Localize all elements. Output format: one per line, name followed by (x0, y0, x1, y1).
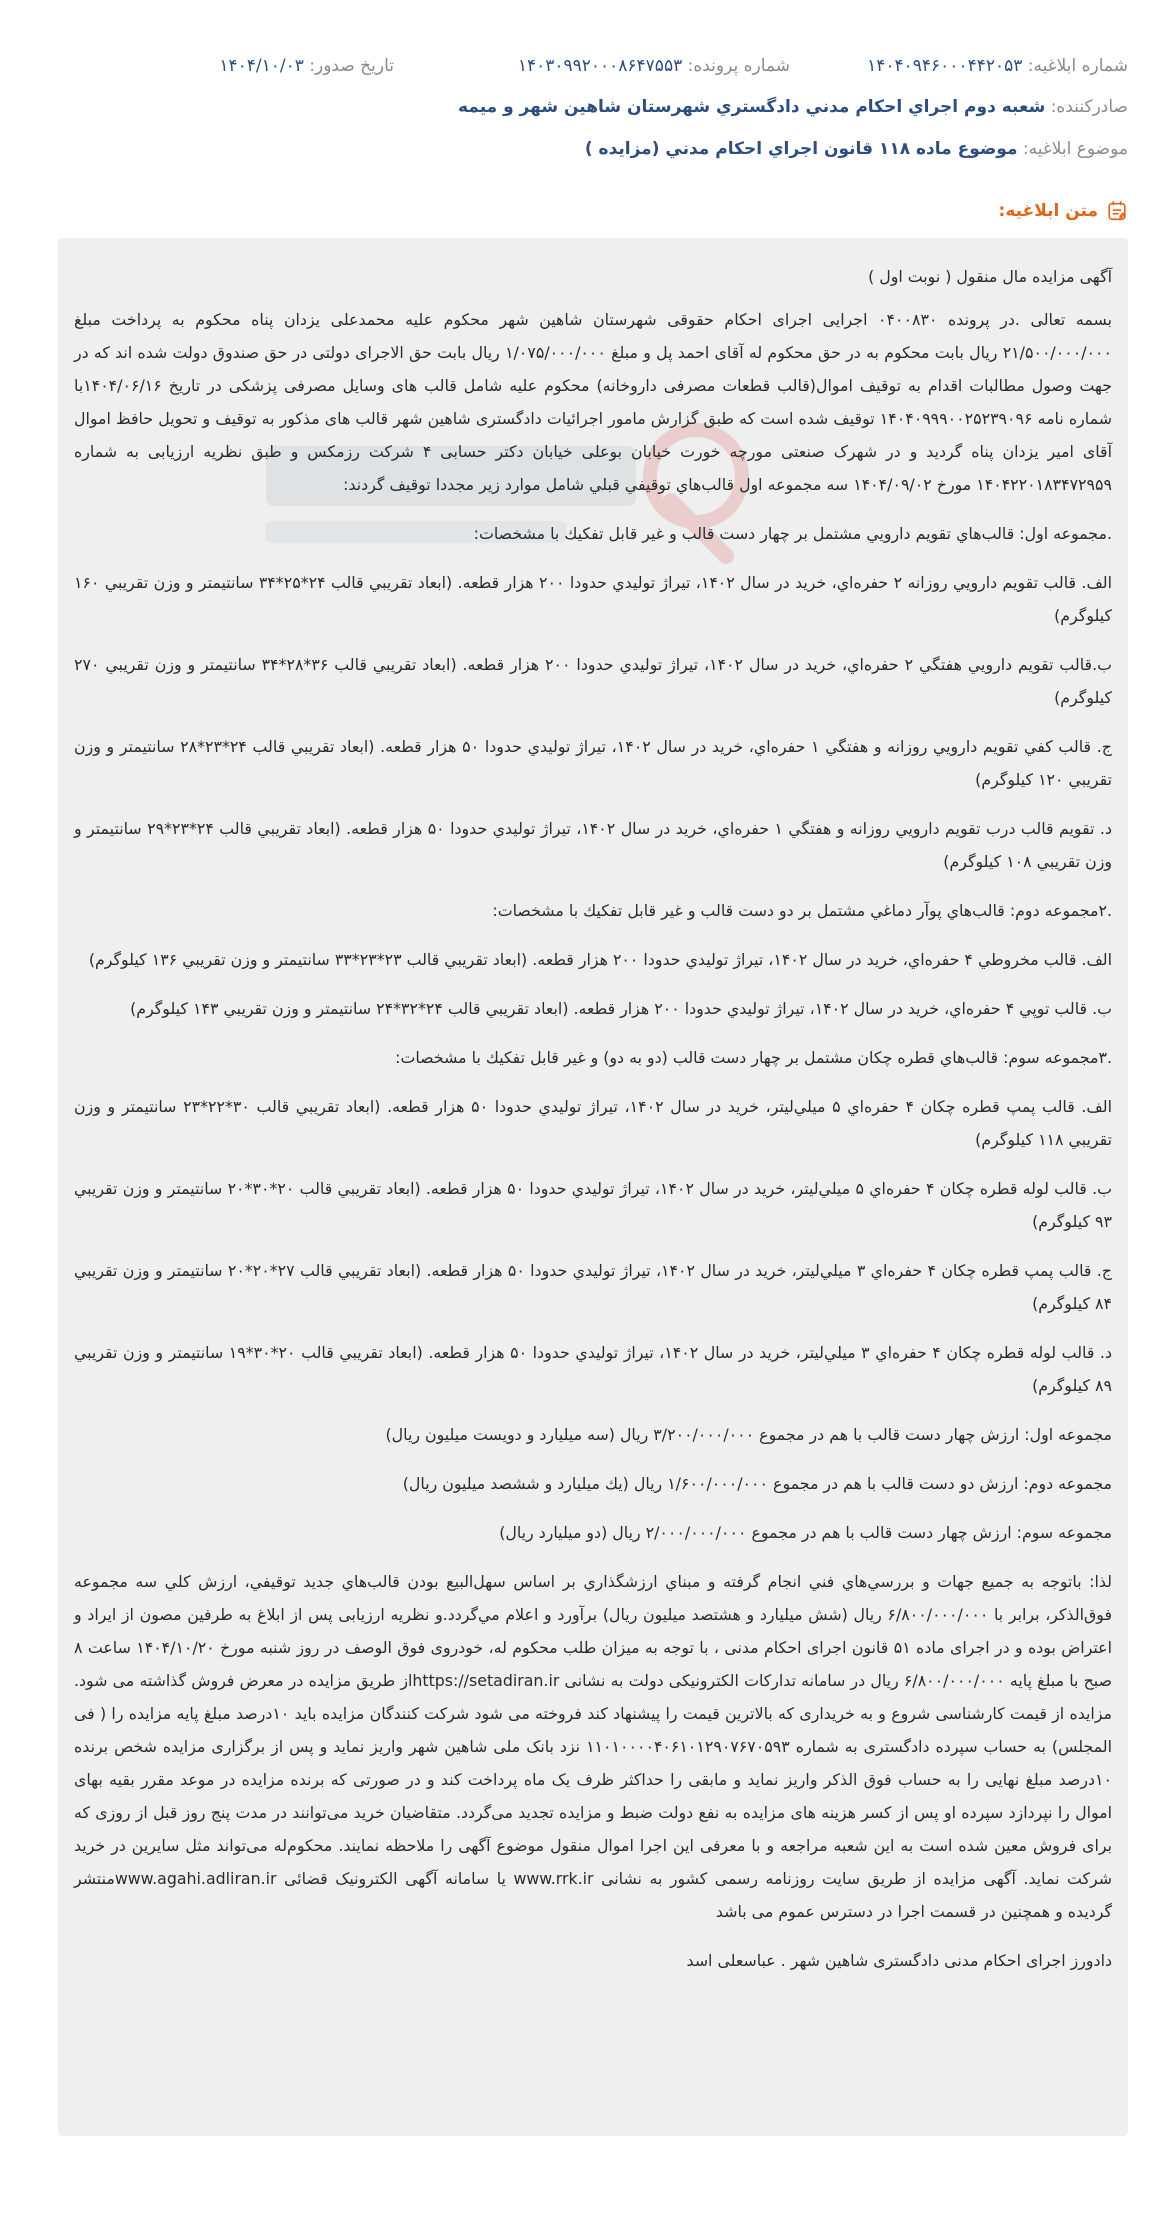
set3-value: مجموعه سوم: ارزش چهار دست قالب با هم در مجموع ۲/۰۰۰/۰۰۰/۰۰۰ ريال (دو ميليارد ريال) (499, 1523, 1112, 1542)
notice-number-value: ۱۴۰۴۰۹۴۶۰۰۰۴۴۲۰۵۳ (867, 56, 1023, 76)
subject-value: موضوع ماده ۱۱۸ قانون اجراي احكام مدني (مزايده ) (584, 139, 1018, 159)
set2-item-a: الف. قالب مخروطي ۴ حفره‌اي، خريد در سال ۱۴۰۲، تيراژ توليدي حدودا ۲۰۰ هزار قطعه. (ابعاد تقريبي قالب ۲۳*۲۳*۳۳ سانتيمتر و وزن تقريبي ۱۳۶ كيلوگرم) (88, 950, 1112, 969)
set3-item-d: د. قالب لوله قطره چكان ۴ حفره‌اي ۳ ميلي‌ليتر، خريد در سال ۱۴۰۲، تيراژ توليدي حدودا ۵۰ هزار قطعه. (ابعاد تقريبي قالب ۲۰*۳۰*۱۹ سانتيمتر و وزن تقريبي ۸۹ كيلوگرم) (74, 1343, 1112, 1395)
set2-heading: .۲مجموعه دوم: قالب‌هاي پوآر دماغي مشتمل بر دو دست قالب و غير قابل تفكيك با مشخصات: (492, 901, 1112, 920)
signature-line: دادورز اجرای احکام مدنی دادگستری شاهین شهر . عباسعلی اسد (686, 1951, 1112, 1970)
set3-item-a: الف. قالب پمپ قطره چكان ۴ حفره‌اي ۵ ميلي‌ليتر، خريد در سال ۱۴۰۲، تيراژ توليدي حدودا ۵۰ هزار قطعه. (ابعاد تقريبي قالب ۳۰*۲۲*۲۳ سانتيمتر و وزن تقريبي ۱۱۸ كيلوگرم) (74, 1097, 1112, 1149)
set3-item-c: ج. قالب پمپ قطره چكان ۴ حفره‌اي ۳ ميلي‌ليتر، خريد در سال ۱۴۰۲، تيراژ توليدي حدودا ۵۰ هزار قطعه. (ابعاد تقريبي قالب ۲۷*۲۰*۲۰ سانتيمتر و وزن تقريبي ۸۴ كيلوگرم) (74, 1261, 1112, 1313)
subject-row (46, 139, 1128, 159)
set1-item-c: ج. قالب كفي تقويم دارويي روزانه و هفتگي ۱ حفره‌اي، خريد در سال ۱۴۰۲، تيراژ توليدي حدودا ۵۰ هزار قطعه. (ابعاد تقريبي قالب ۲۴*۲۳*۲۸ سانتيمتر و وزن تقريبي ۱۲۰ كيلوگرم) (74, 737, 1112, 789)
notice-body (58, 238, 1128, 2136)
notice-paragraph-intro: بسمه تعالی .در پرونده ۰۴۰۰۸۳۰ اجرایی اجرای احکام حقوقی شهرستان شاهین شهر محکوم علیه محمدعلی یزدان پناه محکوم به پرداخت مبلغ ۲۱/۵۰۰/۰۰۰/۰۰۰ ریال بابت محکوم به در حق محکوم له آقای احمد پل و مبلغ ۱/۰۷۵/۰۰۰/۰۰۰ ریال بابت حق الاجرای دولتی در حق صندوق دولت شده اند که در جهت وصول مطالبات اقدام به توقیف اموال(قالب قطعات مصرفی داروخانه) محکوم علیه شامل قالب های وسایل مصرفی پزشکی در تاریخ ۱۴۰۴/۰۶/۱۶با شماره نامه ۱۴۰۴۰۹۹۹۰۰۲۵۲۳۹۰۹۶ توقیف شده است که طبق گزارش مامور اجرائیات دادگستری شاهین شهر قالب های مذکور به توقیف و تحویل حافظ اموال آقای امیر یزدان پناه گردید و در شهرک صنعتی مورچه خورت خیابان بوعلی خیابان دکتر حسابی ۴ شرکت رزمکس و طبق نظریه ارزیابی به شماره ۱۴۰۴۲۲۰۱۸۳۴۷۲۹۵۹ مورخ ۱۴۰۴/۰۹/۰۲ سه مجموعه اول قالب‌هاي توقيفي قبلي شامل موارد زیر مجددا توقيف گردند: (74, 310, 1113, 494)
set1-item-a: الف. قالب تقويم دارويي روزانه ۲ حفره‌اي، خريد در سال ۱۴۰۲، تيراژ توليدي حدودا ۲۰۰ هزار قطعه. (ابعاد تقريبي قالب ۲۴*۲۵*۳۴ سانتيمتر و وزن تقريبي ۱۶۰ كيلوگرم) (74, 573, 1113, 625)
set1-item-b: ب.قالب تقويم دارويي هفتگي ۲ حفره‌اي، خريد در سال ۱۴۰۲، تيراژ توليدي حدودا ۲۰۰ هزار قطعه. (ابعاد تقريبي قالب ۳۶*۲۸*۳۴ سانتيمتر و وزن تقريبي ۲۷۰ كيلوگرم) (74, 655, 1112, 707)
auction-terms-paragraph: لذا: باتوجه به جميع جهات و بررسي‌هاي فني انجام گرفته و مبناي ارزشگذاري بر اساس سهل‌البيع بودن قالب‌هاي جديد توقيفي، ارزش كلي سه مجموعه فوق‌الذكر، برابر با ۶/۸۰۰/۰۰۰/۰۰۰ ريال (شش ميليارد و هشتصد ميليون ريال) برآورد و اعلام مي‌گردد.و نظریه ارزیابی پس از ابلاغ به طرفین مصون از ایراد و اعتراض بوده و در اجرای ماده ۵۱ قانون اجرای احکام مدنی ، با توجه به میزان طلب محکوم له، خودروی فوق الوصف در روز شنبه مورخ ۱۴۰۴/۱۰/۲۰ ساعت ۸ صبح با مبلغ پایه ۶/۸۰۰/۰۰۰/۰۰۰ ریال در سامانه تدارکات الکترونیکی دولت به نشانی https://setadiran.irاز طریق مزایده در معرض فروش گذاشته می شود. مزایده از قیمت کارشناسی شروع و به خریداری که بالاترین قیمت را پیشنهاد کند فروخته می شود شرکت کنندگان مزایده باید ۱۰درصد مبلغ پایه مزایده را ( فی المجلس) به حساب سپرده دادگستری به شماره ۱۱۰۱۰۰۰۰۴۰۶۱۰۱۲۹۰۷۶۷۰۵۹۳ نزد بانک ملی شاهین شهر واریز نماید و پس از برگزاری مزایده شخص برنده ۱۰درصد مبلغ نهایی را به حساب فوق الذکر واریز نماید و مابقی را حداکثر ظرف یک ماه پرداخت کند و در صورتی که برنده مزایده در موعد مقرر بقیه بهای اموال را نپردازد سپرده او پس از کسر هزینه های مزایده به نفع دولت ضبط و مزایده تجدید می‌گردد. متقاضیان خرید می‌توانند در مدت پنج روز قبل از روزی که برای فروش معین شده است به این شعبه مراجعه و با معرفی این اجرا اموال منقول موضوع آگهی را ملاحظه نمایند. محکوم‌له می‌تواند مثل سایرین در خرید شرکت نماید. آگهی مزایده از طریق سایت روزنامه رسمی کشور به نشانی www.rrk.ir یا سامانه آگهی الکترونیک قضائی www.agahi.adliran.irمنتشر گردیده و همچنین در قسمت اجرا در دسترس عموم می باشد (74, 1572, 1112, 1921)
case-number-label: شماره پرونده: (687, 56, 790, 76)
set1-item-d: د. تقويم قالب درب تقويم دارويي روزانه و هفتگي ۱ حفره‌اي، خريد در سال ۱۴۰۲، تيراژ توليدي حدودا ۵۰ هزار قطعه. (ابعاد تقريبي قالب ۲۴*۲۳*۲۹ سانتيمتر و وزن تقريبي ۱۰۸ كيلوگرم) (74, 819, 1112, 871)
set2-item-b: ب. قالب توپي ۴ حفره‌اي، خريد در سال ۱۴۰۲، تيراژ توليدي حدودا ۲۰۰ هزار قطعه. (ابعاد تقريبي قالب ۲۴*۳۲*۲۴ سانتيمتر و وزن تقريبي ۱۴۳ كيلوگرم) (130, 999, 1112, 1018)
set2-value: مجموعه دوم: ارزش دو دست قالب با هم در مجموع ۱/۶۰۰/۰۰۰/۰۰۰ ريال (يك ميليارد و ششصد ميليون ريال) (402, 1474, 1112, 1493)
set1-heading: .مجموعه اول: قالب‌هاي تقويم دارويي مشتمل بر چهار دست قالب و غير قابل تفكيك با مشخصات: (473, 524, 1112, 543)
case-number (518, 56, 790, 76)
issuer-row (46, 97, 1128, 117)
notice-number-label: شماره ابلاغیه: (1027, 56, 1128, 76)
set1-value: مجموعه اول: ارزش چهار دست قالب با هم در مجموع ۳/۲۰۰/۰۰۰/۰۰۰ ريال (سه ميليارد و دويست ميليون ريال) (385, 1425, 1112, 1444)
document-edit-icon (1106, 200, 1128, 222)
issue-date-value: ۱۴۰۴/۱۰/۰۳ (219, 56, 304, 76)
subject-label: موضوع ابلاغیه: (1022, 139, 1128, 159)
content-heading (999, 200, 1128, 222)
issue-date (219, 56, 394, 76)
notice-number (867, 56, 1128, 76)
case-number-value: ۱۴۰۳۰۹۹۲۰۰۰۸۶۴۷۵۵۳ (517, 56, 683, 76)
set3-item-b: ب. قالب لوله قطره چكان ۴ حفره‌اي ۵ ميلي‌ليتر، خريد در سال ۱۴۰۲، تيراژ توليدي حدودا ۵۰ هزار قطعه. (ابعاد تقريبي قالب ۲۰*۳۰*۲۰ سانتيمتر و وزن تقريبي ۹۳ كيلوگرم) (74, 1179, 1113, 1231)
set3-heading: .۳مجموعه سوم: قالب‌هاي قطره چكان مشتمل بر چهار دست قالب (دو به دو) و غير قابل تفكيك با مشخصات: (395, 1048, 1112, 1067)
issue-date-label: تاریخ صدور: (309, 56, 394, 76)
content-heading-label: متن ابلاغیه: (998, 201, 1098, 221)
issuer-label: صادرکننده: (1050, 97, 1128, 117)
notice-paragraph-title: آگهی مزایده مال منقول ( نوبت اول ) (868, 267, 1112, 286)
issuer-value: شعبه دوم اجراي احكام مدني دادگستري شهرستان شاهين شهر و ميمه (457, 97, 1046, 117)
